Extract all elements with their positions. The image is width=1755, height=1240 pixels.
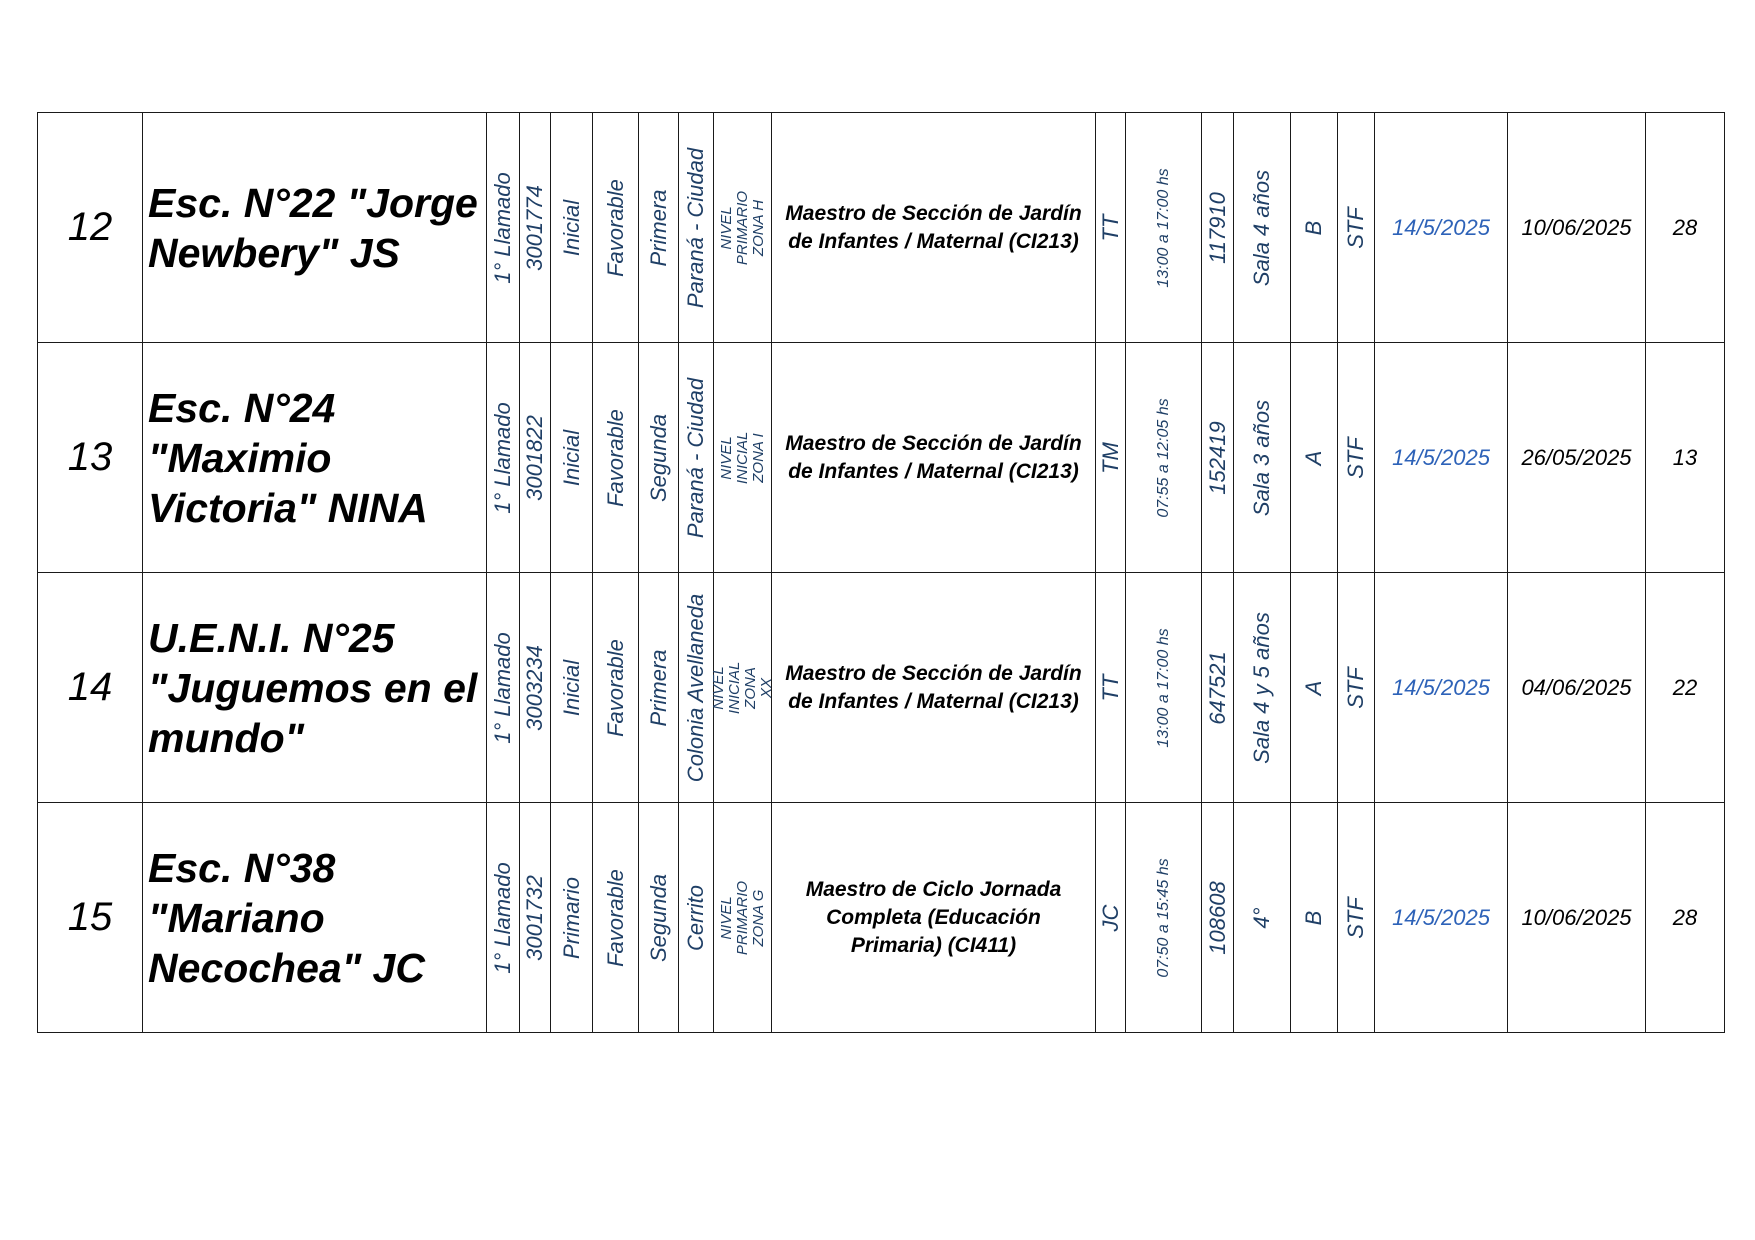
categoria-cell-text: Segunda (645, 413, 671, 502)
localidad-cell-text: Cerrito (683, 884, 708, 951)
favorable-cell-text: Favorable (602, 408, 628, 507)
horario-cell (1126, 803, 1202, 1033)
tipo-cell-text: STF (1343, 436, 1368, 479)
fecha-fin-cell: 26/05/2025 (1508, 343, 1646, 573)
horario-cell-text: 13:00 a 17:00 hs (1154, 627, 1172, 748)
id-cell-text: 117910 (1204, 191, 1230, 264)
llamado-cell (487, 573, 520, 803)
localidad-cell-text: Paraná - Ciudad (683, 377, 708, 538)
tipo-cell-text: STF (1343, 206, 1368, 249)
seccion-cell (1291, 803, 1338, 1033)
code-cell-text: 3001774 (522, 184, 547, 271)
categoria-cell-text: Primera (645, 648, 671, 727)
vacancy-table (37, 112, 1725, 1033)
fecha-publicacion-cell: 14/5/2025 (1375, 113, 1508, 343)
llamado-cell (487, 113, 520, 343)
zona-cell-text: NIVEL INICIAL ZONA XX (709, 661, 775, 714)
favorable-cell-text: Favorable (602, 868, 628, 967)
cargo-cell: Maestro de Sección de Jardín de Infantes / Maternal (CI213) (772, 573, 1096, 803)
cargo-cell: Maestro de Sección de Jardín de Infantes / Maternal (CI213) (772, 113, 1096, 343)
id-cell-text: 152419 (1204, 420, 1230, 495)
favorable-cell-text: Favorable (602, 638, 628, 737)
localidad-cell (679, 803, 714, 1033)
favorable-cell-text: Favorable (602, 178, 628, 277)
fecha-fin-cell: 10/06/2025 (1508, 803, 1646, 1033)
categoria-cell (639, 803, 679, 1033)
cargo-cell: Maestro de Sección de Jardín de Infantes / Maternal (CI213) (772, 343, 1096, 573)
categoria-cell-text: Segunda (645, 873, 671, 962)
sala-cell-text: Sala 4 años (1249, 169, 1274, 286)
sala-cell-text: 4° (1249, 906, 1274, 929)
llamado-cell (487, 343, 520, 573)
turno-cell-text: TM (1097, 441, 1123, 474)
cargo-cell: Maestro de Ciclo Jornada Completa (Educación Primaria) (CI411) (772, 803, 1096, 1033)
llamado-cell-text: 1° Llamado (490, 171, 515, 284)
seccion-cell-text: A (1301, 680, 1326, 695)
code-cell (520, 803, 551, 1033)
nivel-cell-text: Inicial (558, 659, 584, 716)
nivel-cell (551, 113, 593, 343)
localidad-cell-text: Paraná - Ciudad (683, 147, 708, 308)
sala-cell-text: Sala 4 y 5 años (1249, 611, 1274, 764)
seccion-cell-text: B (1301, 910, 1326, 925)
table-row (38, 573, 1725, 803)
code-cell-text: 3001732 (522, 874, 547, 961)
nivel-cell (551, 573, 593, 803)
sala-cell (1234, 573, 1291, 803)
nivel-cell-text: Inicial (558, 199, 584, 256)
zona-cell (714, 113, 772, 343)
school-name: Esc. N°22 "Jorge Newbery" JS (143, 113, 487, 343)
zona-cell-text: NIVEL INICIAL ZONA I (717, 431, 767, 484)
tipo-cell (1338, 573, 1375, 803)
id-cell (1202, 573, 1234, 803)
row-number: 14 (38, 573, 143, 803)
localidad-cell-text: Colonia Avellaneda (683, 593, 708, 782)
seccion-cell (1291, 343, 1338, 573)
seccion-cell (1291, 113, 1338, 343)
localidad-cell (679, 113, 714, 343)
nivel-cell (551, 803, 593, 1033)
code-cell-text: 3001822 (522, 414, 547, 501)
horario-cell-text: 13:00 a 17:00 hs (1154, 167, 1172, 288)
llamado-cell-text: 1° Llamado (490, 861, 515, 974)
turno-cell-text: TT (1097, 214, 1123, 241)
dias-cell: 22 (1646, 573, 1725, 803)
turno-cell (1096, 573, 1126, 803)
id-cell-text: 647521 (1204, 650, 1230, 725)
favorable-cell (593, 343, 639, 573)
localidad-cell (679, 573, 714, 803)
sala-cell (1234, 113, 1291, 343)
horario-cell (1126, 573, 1202, 803)
id-cell (1202, 113, 1234, 343)
categoria-cell (639, 343, 679, 573)
localidad-cell (679, 343, 714, 573)
fecha-publicacion-cell: 14/5/2025 (1375, 573, 1508, 803)
id-cell-text: 108608 (1204, 880, 1230, 955)
sala-cell (1234, 343, 1291, 573)
nivel-cell (551, 343, 593, 573)
categoria-cell (639, 113, 679, 343)
turno-cell-text: TT (1097, 674, 1123, 701)
nivel-cell-text: Primario (558, 876, 584, 959)
sala-cell (1234, 803, 1291, 1033)
school-name: U.E.N.I. N°25 "Juguemos en el mundo" (143, 573, 487, 803)
table-row (38, 343, 1725, 573)
school-name: Esc. N°24 "Maximio Victoria" NINA (143, 343, 487, 573)
dias-cell: 28 (1646, 113, 1725, 343)
tipo-cell-text: STF (1343, 666, 1368, 709)
zona-cell (714, 343, 772, 573)
favorable-cell (593, 573, 639, 803)
row-number: 12 (38, 113, 143, 343)
tipo-cell (1338, 113, 1375, 343)
horario-cell-text: 07:55 a 12:05 hs (1154, 397, 1172, 518)
table-row (38, 113, 1725, 343)
fecha-publicacion-cell: 14/5/2025 (1375, 343, 1508, 573)
tipo-cell (1338, 343, 1375, 573)
favorable-cell (593, 803, 639, 1033)
id-cell (1202, 803, 1234, 1033)
turno-cell (1096, 803, 1126, 1033)
sala-cell-text: Sala 3 años (1249, 399, 1274, 516)
zona-cell (709, 573, 775, 803)
zona-cell-text: NIVEL PRIMARIO ZONA H (717, 190, 767, 265)
llamado-cell-text: 1° Llamado (490, 401, 515, 514)
dias-cell: 13 (1646, 343, 1725, 573)
zona-cell (714, 803, 772, 1033)
row-number: 15 (38, 803, 143, 1033)
code-cell-text: 3003234 (522, 644, 547, 731)
llamado-cell-text: 1° Llamado (490, 631, 515, 744)
zona-cell-text: NIVEL PRIMARIO ZONA G (717, 880, 767, 955)
tipo-cell (1338, 803, 1375, 1033)
code-cell (520, 573, 551, 803)
tipo-cell-text: STF (1343, 896, 1368, 939)
seccion-cell-text: B (1301, 220, 1326, 235)
fecha-fin-cell: 04/06/2025 (1508, 573, 1646, 803)
id-cell (1202, 343, 1234, 573)
llamado-cell (487, 803, 520, 1033)
table-row (38, 803, 1725, 1033)
horario-cell-text: 07:50 a 15:45 hs (1154, 857, 1172, 978)
row-number: 13 (38, 343, 143, 573)
school-name: Esc. N°38 "Mariano Necochea" JC (143, 803, 487, 1033)
categoria-cell-text: Primera (645, 188, 671, 267)
dias-cell: 28 (1646, 803, 1725, 1033)
code-cell (520, 113, 551, 343)
favorable-cell (593, 113, 639, 343)
turno-cell (1096, 343, 1126, 573)
horario-cell (1126, 343, 1202, 573)
turno-cell-text: JC (1097, 904, 1123, 931)
code-cell (520, 343, 551, 573)
horario-cell (1126, 113, 1202, 343)
fecha-fin-cell: 10/06/2025 (1508, 113, 1646, 343)
seccion-cell-text: A (1301, 450, 1326, 465)
nivel-cell-text: Inicial (558, 429, 584, 486)
turno-cell (1096, 113, 1126, 343)
seccion-cell (1291, 573, 1338, 803)
fecha-publicacion-cell: 14/5/2025 (1375, 803, 1508, 1033)
categoria-cell (639, 573, 679, 803)
